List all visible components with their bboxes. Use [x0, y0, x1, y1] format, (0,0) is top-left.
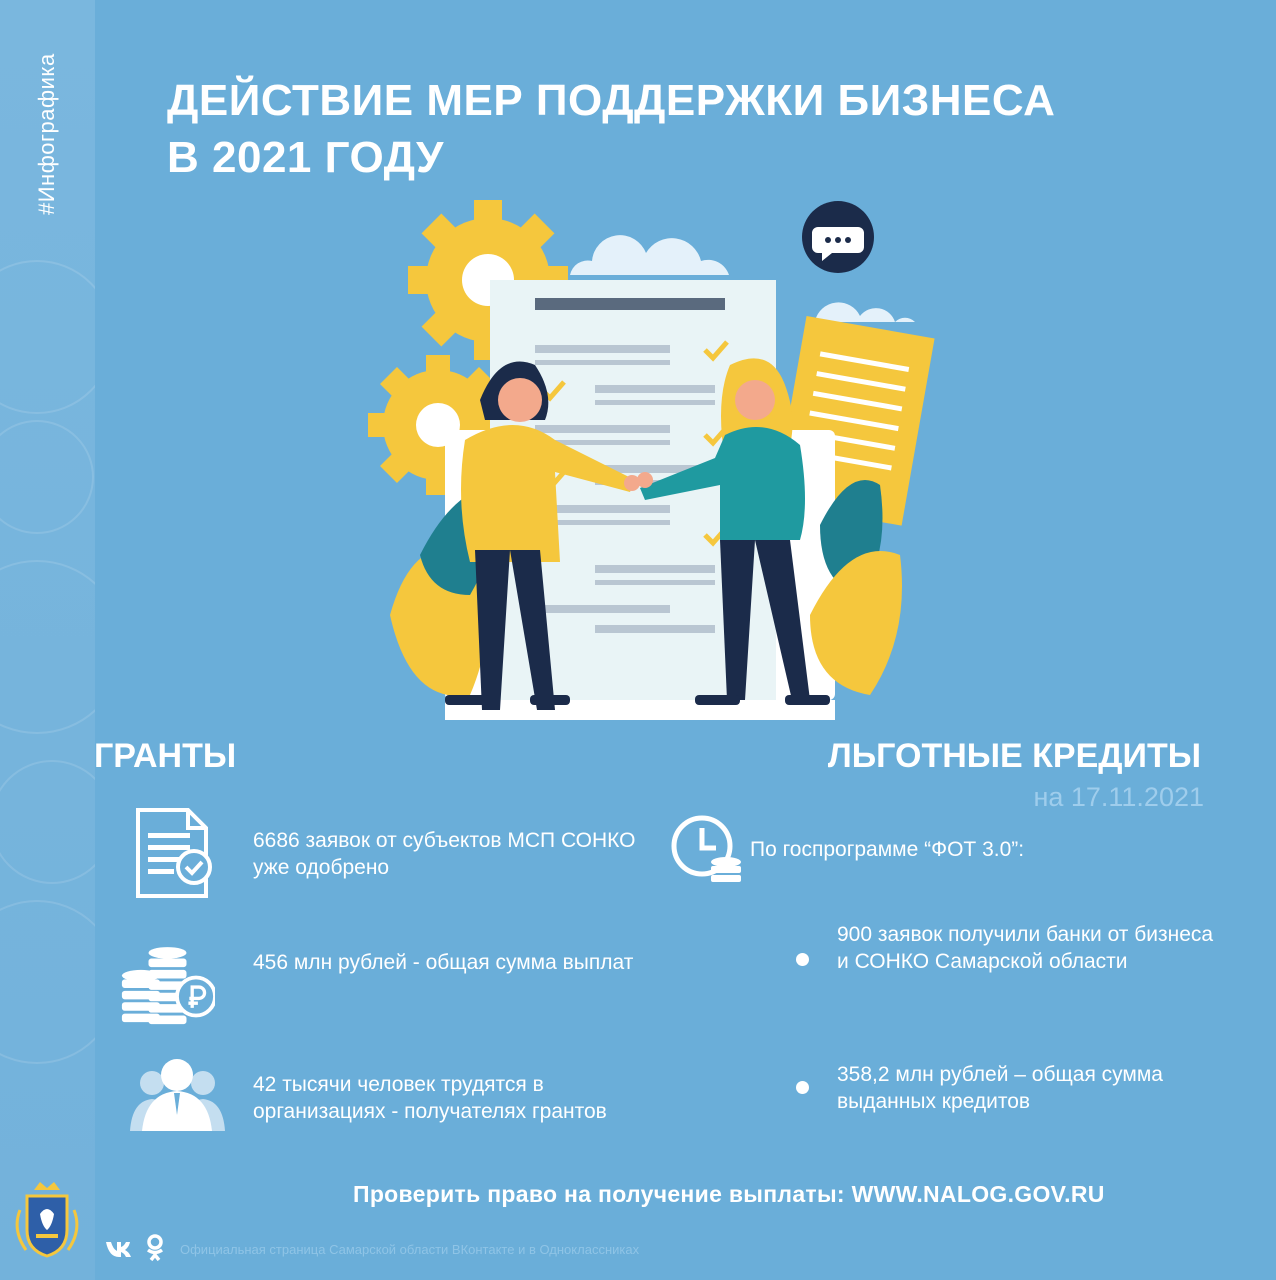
hashtag: #Инфографика — [34, 53, 59, 215]
handshake-illustration — [360, 195, 940, 730]
coins-ruble-icon — [120, 940, 215, 1035]
title-line-1: ДЕЙСТВИЕ МЕР ПОДДЕРЖКИ БИЗНЕСА — [167, 76, 1056, 125]
credits-date: на 17.11.2021 — [1033, 782, 1204, 812]
bullet-dot — [796, 953, 809, 966]
samara-emblem-icon — [12, 1180, 82, 1260]
check-eligibility-link[interactable]: Проверить право на получение выплаты: WWW.NALOG.GOV.RU — [353, 1181, 1105, 1207]
credits-lead: По госпрограмме “ФОТ 3.0”: — [750, 838, 1025, 861]
grant-item-2: 456 млн рублей - общая сумма выплат — [253, 951, 634, 974]
employees-icon — [130, 1048, 225, 1143]
grant-item-1: 6686 заявок от субъектов МСП СОНКО уже одобрено — [253, 829, 636, 879]
chat-bubble-icon — [802, 201, 874, 273]
footer-text: Официальная страница Самарской области ВКонтакте и в Одноклассниках — [180, 1242, 640, 1257]
page-title — [167, 72, 1187, 186]
document-check-icon — [130, 805, 225, 900]
odnoklassniki-icon[interactable] — [140, 1233, 170, 1263]
grant-item-3: 42 тысячи человек трудятся в организациях - получателях грантов — [253, 1073, 607, 1123]
clock-coins-icon — [670, 812, 745, 887]
credit-item-1: 900 заявок получили банки от бизнеса и СОНКО Самарской области — [837, 923, 1214, 973]
grants-heading: ГРАНТЫ — [94, 737, 237, 775]
vk-icon[interactable] — [103, 1233, 133, 1263]
credit-item-2: 358,2 млн рублей – общая сумма выданных кредитов — [837, 1063, 1163, 1113]
bullet-dot — [796, 1081, 809, 1094]
title-line-2: В 2021 ГОДУ — [167, 133, 444, 182]
credits-heading: ЛЬГОТНЫЕ КРЕДИТЫ — [827, 737, 1201, 775]
